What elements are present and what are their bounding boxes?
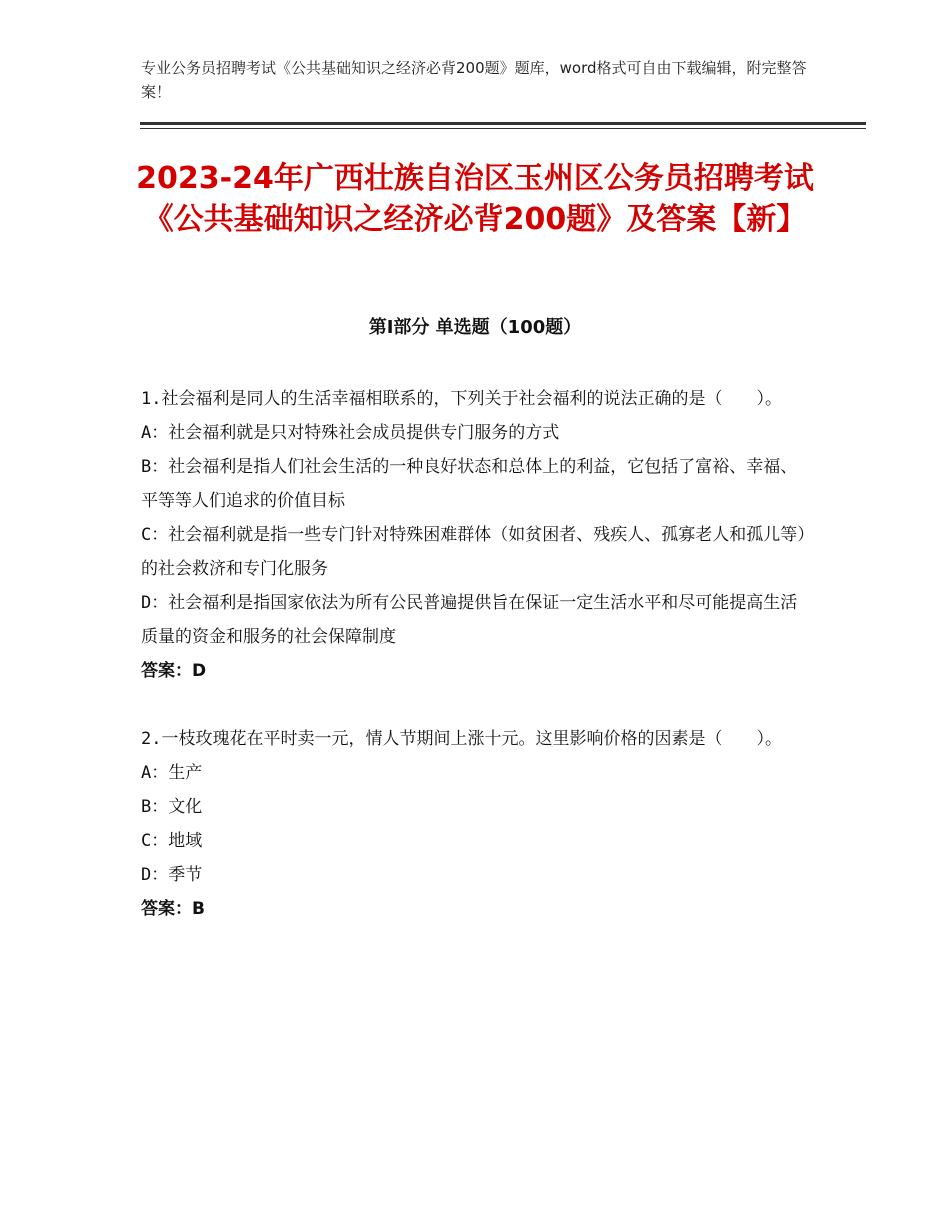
answer: 答案：D (141, 661, 207, 681)
question-1 (141, 382, 809, 688)
document-title: 2023-24年广西壮族自治区玉州区公务员招聘考试《公共基础知识之经济必背200题》及答案【新】 (136, 161, 814, 237)
option-b: B：社会福利是指人们社会生活的一种良好状态和总体上的利益，它包括了富裕、幸福、平等等人们追求的价值目标 (141, 457, 798, 511)
section-heading: 第Ⅰ部分 单选题（100题） (368, 317, 582, 338)
answer: 答案：B (141, 899, 205, 919)
option-a: A：社会福利就是只对特殊社会成员提供专门服务的方式 (141, 423, 560, 443)
question-list (141, 382, 809, 926)
option-d: D：社会福利是指国家依法为所有公民普遍提供旨在保证一定生活水平和尽可能提高生活质量的资金和服务的社会保障制度 (141, 593, 798, 647)
header-rule-thin (140, 128, 866, 129)
header-note: 专业公务员招聘考试《公共基础知识之经济必背200题》题库，word格式可自由下载编辑，附完整答案！ (141, 59, 807, 101)
option-c: C：社会福利就是指一些专门针对特殊困难群体（如贫困者、残疾人、孤寡老人和孤儿等）的社会救济和专门化服务 (141, 525, 806, 579)
option-d: D：季节 (141, 865, 203, 885)
option-c: C：地域 (141, 831, 203, 851)
question-2 (141, 722, 809, 926)
option-b: B：文化 (141, 797, 203, 817)
question-stem: 2.一枝玫瑰花在平时卖一元，情人节期间上涨十元。这里影响价格的因素是（ ）。 (141, 729, 782, 749)
option-a: A：生产 (141, 763, 203, 783)
header-rule-thick (140, 122, 866, 125)
question-stem: 1.社会福利是同人的生活幸福相联系的，下列关于社会福利的说法正确的是（ ）。 (141, 389, 782, 409)
